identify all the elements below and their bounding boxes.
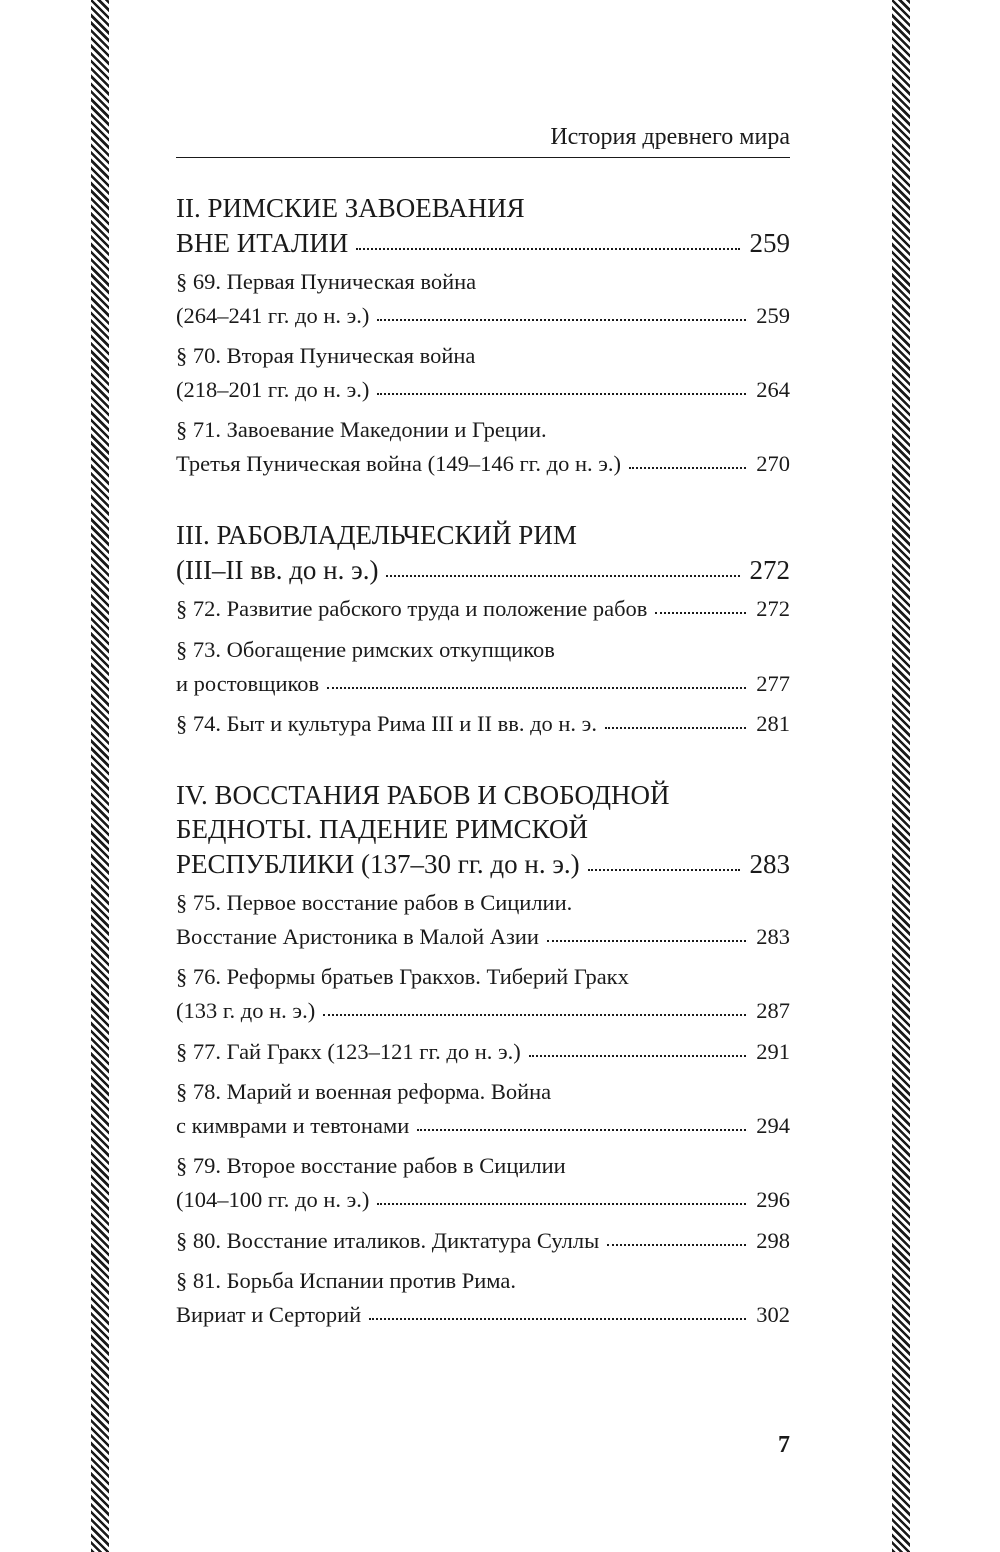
entry-text: и ростовщиков	[176, 671, 320, 696]
entry-text: (264–241 гг. до н. э.)	[176, 303, 370, 328]
entry-text: Вириат и Серторий	[176, 1302, 362, 1327]
entry-text: § 81. Борьба Испании против Рима.	[176, 1268, 516, 1293]
entry-text: § 80. Восстание италиков. Диктатура Суллы	[176, 1228, 600, 1253]
toc-entry-80	[176, 1224, 790, 1258]
page-number: 277	[756, 671, 790, 696]
dot-leader	[588, 846, 740, 873]
page-number: 291	[756, 1039, 790, 1064]
entry-last-line	[176, 592, 790, 626]
entry-last-line	[176, 299, 790, 333]
page-number: 264	[756, 377, 790, 402]
entry-last-line	[176, 1035, 790, 1069]
dot-leader	[607, 1226, 746, 1249]
toc-part-3	[176, 518, 790, 586]
entry-text: с кимврами и тевтонами	[176, 1113, 410, 1138]
entry-line	[176, 633, 790, 667]
toc-entry-81	[176, 1264, 790, 1332]
toc-entry-77	[176, 1035, 790, 1069]
entry-last-line	[176, 1183, 790, 1217]
page-number: 259	[756, 303, 790, 328]
dot-leader	[327, 669, 746, 692]
entry-last-line	[176, 667, 790, 701]
page-number: 294	[756, 1113, 790, 1138]
toc-entry-71	[176, 413, 790, 481]
toc-part-2	[176, 191, 790, 259]
toc-entry-70	[176, 339, 790, 407]
entry-last-line	[176, 707, 790, 741]
toc-entry-78	[176, 1075, 790, 1143]
entry-last-line	[176, 1298, 790, 1332]
part-title-text: III. РАБОВЛАДЕЛЬЧЕСКИЙ РИМ	[176, 520, 577, 550]
part-title-text: (III–II вв. до н. э.)	[176, 555, 379, 585]
page-number: 287	[756, 998, 790, 1023]
dot-leader	[323, 996, 746, 1019]
part-title-text: II. РИМСКИЕ ЗАВОЕВАНИЯ	[176, 193, 525, 223]
toc-entry-79	[176, 1149, 790, 1217]
dot-leader	[605, 709, 746, 732]
entry-text: (104–100 гг. до н. э.)	[176, 1187, 370, 1212]
page-number: 283	[749, 849, 790, 879]
part-title-last-line	[176, 846, 790, 880]
page-number: 259	[749, 228, 790, 258]
dot-leader	[547, 922, 746, 945]
toc-entry-76	[176, 960, 790, 1028]
header-rule	[176, 157, 790, 158]
dot-leader	[377, 301, 746, 324]
entry-text: § 75. Первое восстание рабов в Сицилии.	[176, 890, 573, 915]
entry-line	[176, 1075, 790, 1109]
entry-last-line	[176, 1224, 790, 1258]
entry-text: § 72. Развитие рабского труда и положение рабов	[176, 596, 648, 621]
entry-text: Восстание Аристоника в Малой Азии	[176, 924, 539, 949]
dot-leader	[529, 1037, 746, 1060]
toc-entry-75	[176, 886, 790, 954]
toc-entry-73	[176, 633, 790, 701]
page-number: 272	[749, 555, 790, 585]
entry-text: § 71. Завоевание Македонии и Греции.	[176, 417, 547, 442]
part-title-text: РЕСПУБЛИКИ (137–30 гг. до н. э.)	[176, 849, 580, 879]
part-title-last-line	[176, 552, 790, 586]
entry-line	[176, 1264, 790, 1298]
entry-text: § 69. Первая Пуническая война	[176, 269, 477, 294]
entry-line	[176, 265, 790, 299]
entry-text: § 79. Второе восстание рабов в Сицилии	[176, 1153, 566, 1178]
entry-line	[176, 339, 790, 373]
entry-line	[176, 1149, 790, 1183]
toc-part-4	[176, 778, 790, 880]
entry-last-line	[176, 920, 790, 954]
part-title-line	[176, 812, 790, 846]
entry-text: § 74. Быт и культура Рима III и II вв. до н. э.	[176, 711, 597, 736]
page-number: 296	[756, 1187, 790, 1212]
decorative-border-left	[91, 0, 109, 1552]
dot-leader	[377, 375, 746, 398]
dot-leader	[356, 225, 739, 252]
toc-entry-72	[176, 592, 790, 626]
entry-last-line	[176, 994, 790, 1028]
entry-last-line	[176, 1109, 790, 1143]
running-head: История древнего мира	[550, 124, 790, 150]
part-title-text: БЕДНОТЫ. ПАДЕНИЕ РИМСКОЙ	[176, 814, 588, 844]
dot-leader	[629, 449, 746, 472]
decorative-border-right	[892, 0, 910, 1552]
part-title-line	[176, 191, 790, 225]
page-number: 302	[756, 1302, 790, 1327]
entry-text: (218–201 гг. до н. э.)	[176, 377, 370, 402]
page-number: 270	[756, 451, 790, 476]
page-number: 283	[756, 924, 790, 949]
entry-last-line	[176, 447, 790, 481]
toc-entry-69	[176, 265, 790, 333]
entry-text: § 76. Реформы братьев Гракхов. Тиберий Гракх	[176, 964, 629, 989]
toc-entry-74	[176, 707, 790, 741]
entry-line	[176, 413, 790, 447]
dot-leader	[417, 1111, 746, 1134]
entry-text: § 70. Вторая Пуническая война	[176, 343, 476, 368]
part-title-text: IV. ВОССТАНИЯ РАБОВ И СВОБОДНОЙ	[176, 780, 670, 810]
dot-leader	[386, 552, 739, 579]
entry-last-line	[176, 373, 790, 407]
page-number: 272	[756, 596, 790, 621]
page-number: 281	[756, 711, 790, 736]
folio-page-number: 7	[778, 1432, 790, 1458]
entry-text: § 77. Гай Гракх (123–121 гг. до н. э.)	[176, 1039, 521, 1064]
part-title-line	[176, 518, 790, 552]
entry-text: (133 г. до н. э.)	[176, 998, 316, 1023]
page-number: 298	[756, 1228, 790, 1253]
dot-leader	[369, 1300, 746, 1323]
entry-text: § 78. Марий и военная реформа. Война	[176, 1079, 552, 1104]
part-title-last-line	[176, 225, 790, 259]
dot-leader	[655, 594, 746, 617]
entry-text: § 73. Обогащение римских откупщиков	[176, 637, 555, 662]
entry-text: Третья Пуническая война (149–146 гг. до н. э.)	[176, 451, 622, 476]
part-title-line	[176, 778, 790, 812]
entry-line	[176, 886, 790, 920]
entry-line	[176, 960, 790, 994]
part-title-text: ВНЕ ИТАЛИИ	[176, 228, 349, 258]
dot-leader	[377, 1185, 746, 1208]
